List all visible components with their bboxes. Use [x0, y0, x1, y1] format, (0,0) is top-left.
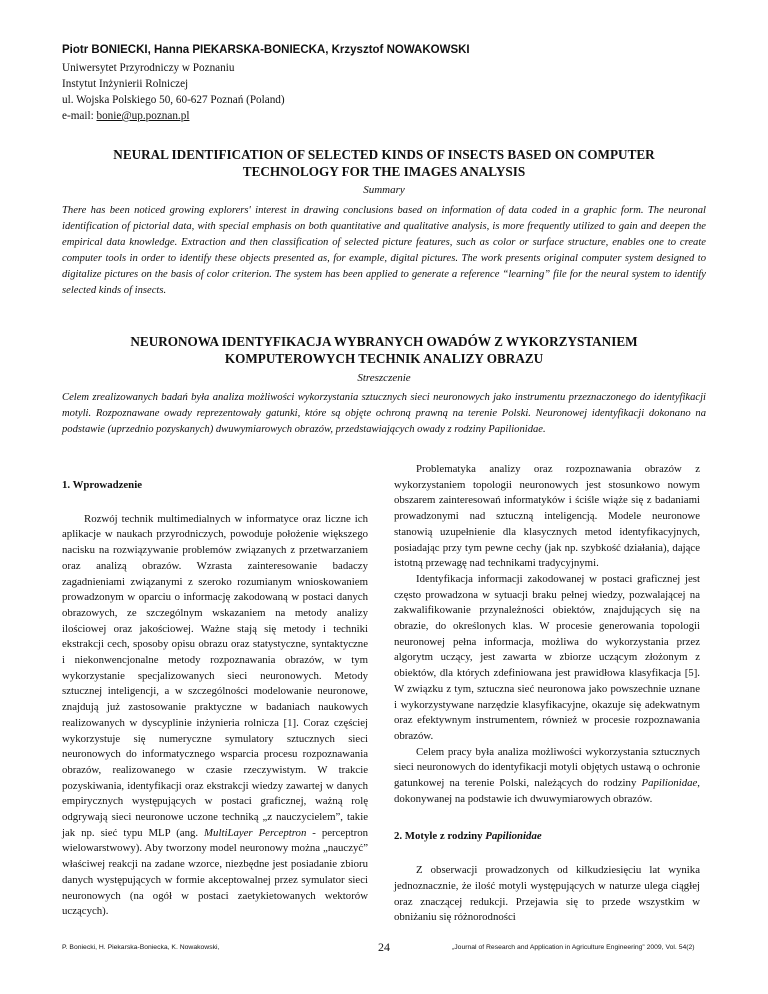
paragraph: Z obserwacji prowadzonych od kilkudziesięciu lat wynika jednoznacznie, że ilość motyli występujących w naturze ulega ciągłej oraz znaczącej redukcji. Przejawia się to przede wszystkim w obniżaniu się różnorodności	[394, 864, 700, 924]
polish-title-line: NEURONOWA IDENTYFIKACJA WYBRANYCH OWADÓW Z WYKORZYSTANIEM	[130, 334, 638, 349]
heading-italic: Papilionidae	[485, 830, 542, 843]
polish-summary: Celem zrealizowanych badań była analiza możliwości wykorzystania sztucznych sieci neuronowych jako instrumentu przeznaczonego do identyfikacji motyli. Rozpoznawane owady reprezentowały gatunki, które są objęte ochroną prawną na terenie Polski. Neuronowej identyfikacji dokonano na podstawie (uprzednio pozyskanych) dwuwymiarowych obrazów, przedstawiających owady z rodziny Papilionidae.	[62, 392, 706, 435]
paragraph-text: , dokonywanej na podstawie ich dwuwymiarowych obrazów.	[394, 777, 700, 805]
email-link[interactable]: bonie@up.poznan.pl	[96, 110, 190, 122]
affiliation-line: ul. Wojska Polskiego 50, 60-627 Poznań (Poland)	[62, 94, 285, 106]
left-column	[62, 478, 368, 920]
section-heading	[394, 829, 700, 845]
section-heading: 1. Wprowadzenie	[62, 479, 142, 491]
english-title-line: NEURAL IDENTIFICATION OF SELECTED KINDS OF INSECTS BASED ON COMPUTER	[113, 147, 655, 162]
paragraph: Identyfikacja informacji zakodowanej w postaci graficznej jest często prowadzona w sytuacji braku pełnej wiedzy, pozwalającej na zakwalifikowanie przynależności obiektów, znajdujących się na obrazie, do określonych klas. W procesie generowania topologii neuronowej pełna informacja, możliwa do wykorzystania przez algorytm uczący, jest zawarta w zbiorze uczącym złożonym z obiektów, dla których zdefiniowana jest prawidłowa klasyfikacja [5]. W związku z tym, sztuczna sieć neuronowa jako powszechnie uznane i wykorzystywane narzędzie klasyfikacyjne, okazuje się adekwatnym oraz efektywnym instrumentem, również w procesie rozpoznawania obrazów.	[394, 572, 700, 742]
page	[62, 0, 706, 994]
summary-heading: Summary	[363, 184, 405, 196]
footer-journal: „Journal of Research and Application in Agriculture Engineering” 2009, Vol. 54(2)	[452, 944, 695, 951]
paragraph: Problematyka analizy oraz rozpoznawania obrazów z wykorzystaniem topologii neuronowych jest stosunkowo nowym obszarem zainteresowań informatyków i ściśle wiąże się z badaniami prowadzonymi nad sztuczną inteligencją. Modele neuronowe stanowią uzupełnienie dla klasycznych metod identyfikacyjnych, posiadając przy tym pewne cechy (jak np. szybkość działania), dające istotną przewagę nad technikami tradycyjnymi.	[394, 463, 700, 570]
email-label: e-mail:	[62, 110, 97, 122]
streszczenie-heading: Streszczenie	[357, 372, 411, 384]
paragraph-text: - perceptron wielowarstwowy). Aby tworzony model neuronowy można „nauczyć” właściwej reakcji na zadane wzorce, niezbędne jest posiadanie zbioru danych występujących w formie akceptowalnej przez symulator sieci neuronowych (na ogół w postaci zaetykietowanych wektorów uczących).	[62, 826, 368, 918]
paragraph-text: Rozwój technik multimedialnych w informatyce oraz liczne ich aplikacje w naukach przyrodniczych, powoduje położenie większego nacisku na rozwiązywanie problemów związanych z przetwarzaniem oraz analizą obrazów. Wzrasta zainteresowanie badaczy zagadnieniami związanymi z szeroko rozumianym wnioskowaniem prowadzonym w oparciu o informację zakodowaną w postaci danych obrazowych, ze szczególnym wskazaniem na metody analizy ilościowej oraz jakościowej. Ważne stają się metody i techniki ekstrakcji cech, sposoby opisu obrazu oraz statystyczne, syntaktyczne i niekonwencjonalne metody rozpoznawania obrazów, w tym wykorzystanie specjalizowanych sieci neuronowych. Metody sztucznej inteligencji, a w szczególności modelowanie neuronowe, znajdują już zastosowanie praktyczne w badaniach naukowych realizowanych w dyscyplinie inżynieria rolnicza [1]. Coraz częściej wykorzystuje się numeryczne symulatory sztucznych sieci neuronowych do informatycznego wsparcia procesu rozpoznawania obrazów, realizowanego w czasie rzeczywistym. W trakcie pozyskiwania, identyfikacji oraz ekstrakcji wiedzy zawartej w danych empirycznych występujących w postaci graficznej, ważną rolę odgrywają sieci neuronowe uczone techniką „z nauczycielem”, takie jak np. sieć typu MLP (ang.	[62, 512, 368, 839]
heading-text: 2. Motyle z rodziny	[394, 830, 486, 843]
right-column	[394, 462, 700, 926]
term-italic: MultiLayer Perceptron	[204, 826, 307, 839]
affiliation-line: Uniwersytet Przyrodniczy w Poznaniu	[62, 62, 235, 74]
paragraph	[394, 745, 700, 808]
english-title-line: TECHNOLOGY FOR THE IMAGES ANALYSIS	[242, 164, 526, 179]
footer-authors: P. Boniecki, H. Piekarska-Boniecka, K. Nowakowski,	[62, 944, 220, 951]
polish-title-line: KOMPUTEROWYCH TECHNIK ANALIZY OBRAZU	[224, 351, 544, 366]
term-italic: Papilionidae	[641, 777, 698, 790]
email-line	[62, 108, 189, 124]
english-summary: There has been noticed growing explorers' interest in drawing conclusions based on information of data coded in a graphic form. The neuronal identification of pictorial data, with special emphasis on both quantitative and qualitative analysis, is more frequently utilized to gain and deepen the empirical data knowledge. Extraction and then classification of selected picture features, such as color or surface structure, enables one to create computer tools in order to identify these objects presented as, for example, digital pictures. The work presents original computer system designed to digitalize pictures on the basis of color criterion. The system has been applied to generate a reference “learning” file for the neural system to identify selected kinds of insects.	[62, 205, 706, 296]
authors: Piotr BONIECKI, Hanna PIEKARSKA-BONIECKA, Krzysztof NOWAKOWSKI	[62, 44, 470, 56]
page-number: 24	[378, 940, 390, 954]
affiliation-line: Instytut Inżynierii Rolniczej	[62, 78, 189, 90]
paragraph-text: Celem pracy była analiza możliwości wykorzystania sztucznych sieci neuronowych do identyfikacji motyli objętych ustawą o ochronie gatunkowej na terenie Polski, należących do rodziny	[394, 745, 700, 790]
paragraph	[62, 512, 368, 920]
english-title	[62, 146, 706, 180]
polish-title	[62, 333, 706, 367]
